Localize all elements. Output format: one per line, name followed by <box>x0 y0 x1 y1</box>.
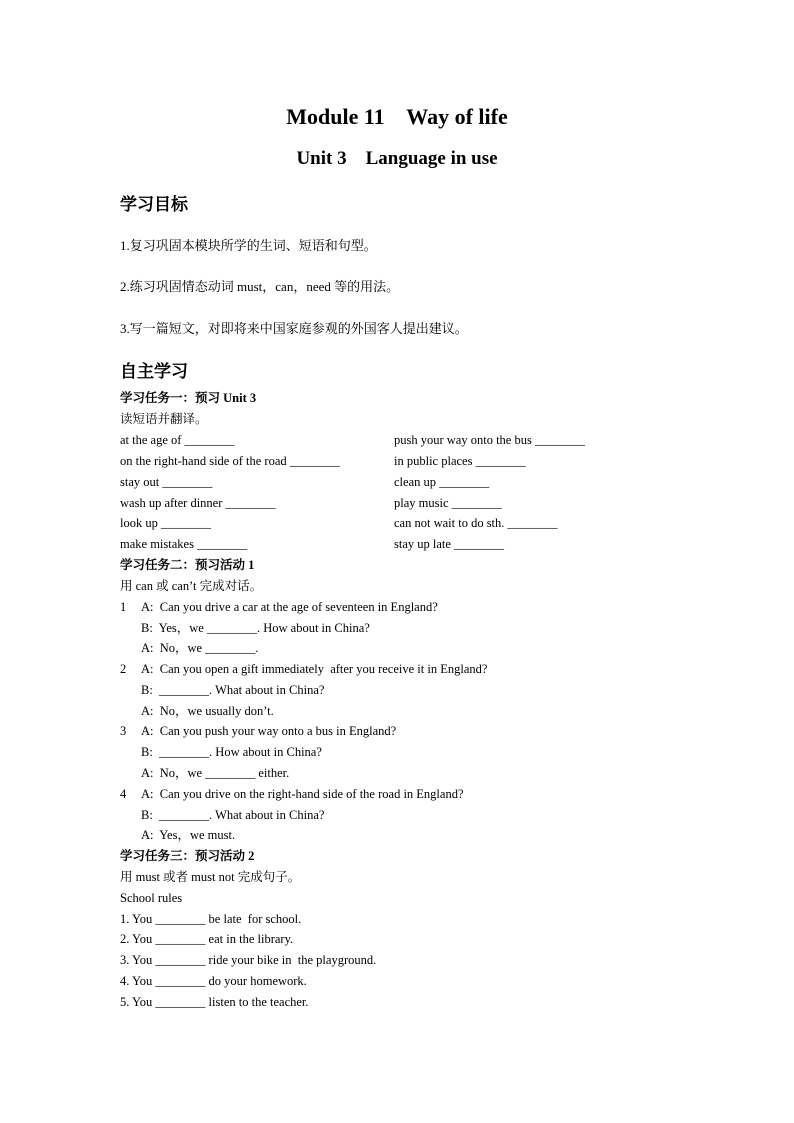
dialogue-number: 1 <box>120 600 127 614</box>
rule-sentence: 1. You ________ be late for school. <box>120 912 302 926</box>
phrase-item: play music ________ <box>394 496 502 510</box>
rule-sentence: 5. You ________ listen to the teacher. <box>120 995 309 1009</box>
dialogue-line: A: Yes，we must. <box>141 828 236 842</box>
objective-item: 2.练习巩固情态动词 must，can，need 等的用法。 <box>120 279 400 294</box>
phrase-item: push your way onto the bus ________ <box>394 433 585 447</box>
task3-instruction: 用 must 或者 must not 完成句子。 <box>120 870 301 884</box>
dialogue-line: A: Can you push your way onto a bus in England? <box>141 724 397 738</box>
objective-item: 3.写一篇短文，对即将来中国家庭参观的外国客人提出建议。 <box>120 321 468 336</box>
dialogue-line: A: Can you drive a car at the age of seventeen in England? <box>141 600 438 614</box>
phrase-item: on the right-hand side of the road ________ <box>120 454 340 468</box>
self-study-heading: 自主学习 <box>120 362 188 382</box>
phrase-item: can not wait to do sth. ________ <box>394 516 558 530</box>
phrase-item: wash up after dinner ________ <box>120 496 276 510</box>
phrase-item: clean up ________ <box>394 475 490 489</box>
task2-heading: 学习任务二：预习活动 1 <box>120 558 255 572</box>
dialogue-number: 2 <box>120 662 127 676</box>
dialogue-line: A: No，we ________ either. <box>141 766 290 780</box>
rule-sentence: 4. You ________ do your homework. <box>120 974 307 988</box>
task2-instruction: 用 can 或 can’t 完成对话。 <box>120 579 263 593</box>
phrase-item: look up ________ <box>120 516 211 530</box>
objectives-heading: 学习目标 <box>120 195 188 215</box>
dialogue-line: B: ________. How about in China? <box>141 745 322 759</box>
dialogue-line: A: No，we ________. <box>141 641 259 655</box>
module-title: Module 11 Way of life <box>286 104 508 129</box>
dialogue-line: A: No，we usually don’t. <box>141 704 274 718</box>
rule-sentence: 3. You ________ ride your bike in the playground. <box>120 953 377 967</box>
dialogue-line: A: Can you drive on the right-hand side of the road in England? <box>141 787 464 801</box>
phrase-item: at the age of ________ <box>120 433 235 447</box>
phrase-item: stay out ________ <box>120 475 213 489</box>
school-rules-title: School rules <box>120 891 183 905</box>
dialogue-line: B: Yes，we ________. How about in China? <box>141 621 370 635</box>
task1-instruction: 读短语并翻译。 <box>120 412 208 426</box>
dialogue-line: B: ________. What about in China? <box>141 808 325 822</box>
phrase-item: make mistakes ________ <box>120 537 248 551</box>
task3-heading: 学习任务三：预习活动 2 <box>120 849 255 863</box>
task1-heading: 学习任务一：预习 Unit 3 <box>120 391 257 405</box>
dialogue-number: 3 <box>120 724 127 738</box>
objective-item: 1.复习巩固本模块所学的生词、短语和句型。 <box>120 238 377 253</box>
rule-sentence: 2. You ________ eat in the library. <box>120 932 294 946</box>
dialogue-line: A: Can you open a gift immediately after you receive it in England? <box>141 662 488 676</box>
unit-title: Unit 3 Language in use <box>296 148 498 169</box>
phrase-item: in public places ________ <box>394 454 526 468</box>
phrase-item: stay up late ________ <box>394 537 505 551</box>
dialogue-number: 4 <box>120 787 127 801</box>
dialogue-line: B: ________. What about in China? <box>141 683 325 697</box>
